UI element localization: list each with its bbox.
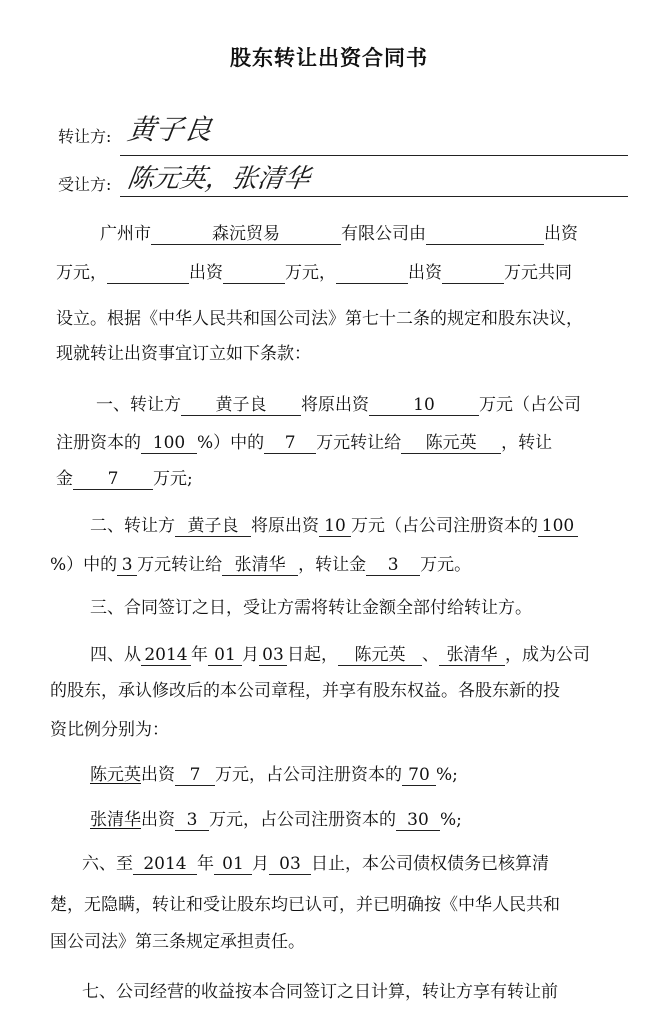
- intro-text: 万元，: [56, 263, 107, 283]
- clause-text: 、: [422, 645, 439, 665]
- clause-text: 一、转让方: [96, 395, 181, 415]
- clause-text: 万元（占公司注册资本的: [351, 516, 538, 536]
- clause-1-line-3: [56, 467, 658, 491]
- clause-text: %）中的: [197, 433, 265, 453]
- clause-4-line-1: [90, 643, 658, 667]
- share-text: 出资: [141, 765, 175, 785]
- clause-text: 万元（占公司: [479, 395, 581, 415]
- clause-text: 将原出资: [251, 516, 319, 536]
- clause-4-line-3: 资比例分别为：: [50, 720, 169, 740]
- clause-text: 注册资本的: [56, 433, 141, 453]
- clause-4-line-2: 的股东，承认修改后的本公司章程，并享有股东权益。各股东新的投: [50, 681, 560, 701]
- transferor-signature: 黄子良: [125, 113, 215, 146]
- clause-text: ，转让: [501, 433, 553, 453]
- clause-text: 月: [252, 854, 269, 874]
- clause-4-shareholder-2: 张清华: [439, 645, 505, 666]
- clause-2-percent: 100: [538, 516, 578, 537]
- clause-1-line-2: [56, 431, 658, 455]
- clause-text: 日起，: [287, 645, 338, 665]
- share-2-name: 张清华: [90, 810, 141, 830]
- transferor-label: 转让方:: [58, 127, 112, 146]
- document-title: 股东转让出资合同书: [230, 46, 428, 70]
- clause-2-recipient: 张清华: [222, 555, 298, 576]
- blank-field: [442, 263, 504, 284]
- share-text: 万元，占公司注册资本的: [215, 765, 402, 785]
- clause-1-fee: 7: [73, 469, 153, 490]
- intro-text: 广州市: [100, 224, 151, 244]
- blank-field: [107, 263, 189, 284]
- intro-text: 万元，: [285, 263, 336, 283]
- clause-1-line-1: [96, 393, 658, 417]
- intro-text: 有限公司由: [341, 224, 426, 244]
- transferor-line: [120, 155, 628, 156]
- clause-1-portion: 7: [264, 433, 316, 454]
- share-1-amount: 7: [175, 765, 215, 786]
- clause-1-transferor: 黄子良: [181, 395, 301, 416]
- clause-2-amount: 10: [319, 516, 351, 537]
- clause-1-amount: 10: [369, 395, 479, 416]
- intro-line-4: 现就转让出资事宜订立如下条款：: [56, 344, 311, 364]
- share-2-percent: 30: [396, 810, 440, 831]
- clause-6-day: 03: [269, 854, 311, 875]
- clause-text: 金: [56, 469, 73, 489]
- clause-6-line-2: 楚，无隐瞒，转让和受让股东均已认可，并已明确按《中华人民共和: [50, 895, 560, 915]
- intro-text: 出资: [544, 224, 578, 244]
- clause-text: 年: [191, 645, 208, 665]
- share-text: %;: [436, 765, 458, 785]
- clause-4-month: 01: [208, 645, 242, 666]
- clause-text: 日止，本公司债权债务已核算清: [311, 854, 549, 874]
- clause-4-day: 03: [259, 645, 287, 666]
- share-text: 万元，占公司注册资本的: [209, 810, 396, 830]
- clause-2-transferor: 黄子良: [175, 516, 251, 537]
- clause-1-percent: 100: [141, 433, 197, 454]
- clause-4-year: 2014: [141, 645, 191, 666]
- blank-field: [426, 224, 544, 245]
- transferee-label: 受让方:: [58, 175, 112, 194]
- clause-text: 万元。: [420, 555, 472, 575]
- company-name: 森沅贸易: [151, 224, 341, 245]
- intro-text: 出资: [408, 263, 442, 283]
- clause-1-recipient: 陈元英: [401, 433, 501, 454]
- clause-text: 月: [242, 645, 259, 665]
- transferee-signature: 陈元英，张清华: [125, 164, 312, 194]
- clause-2-fee: 3: [366, 555, 420, 576]
- intro-line-1: [100, 222, 640, 246]
- intro-line-3: 设立。根据《中华人民共和国公司法》第七十二条的规定和股东决议，: [56, 309, 583, 329]
- share-1-percent: 70: [402, 765, 436, 786]
- clause-6-month: 01: [214, 854, 252, 875]
- clause-6-line-3: 国公司法》第三条规定承担责任。: [50, 932, 305, 952]
- clause-text: 二、转让方: [90, 516, 175, 536]
- transferee-line: [120, 196, 628, 197]
- clause-text: 四、从: [90, 645, 141, 665]
- clause-6-year: 2014: [133, 854, 197, 875]
- clause-4-shareholder-1: 陈元英: [338, 645, 422, 666]
- share-2-amount: 3: [175, 810, 209, 831]
- clause-text: 将原出资: [301, 395, 369, 415]
- share-line-2: [90, 808, 658, 832]
- clause-6-line-1: [82, 852, 658, 876]
- share-1-name: 陈元英: [90, 765, 141, 785]
- intro-line-2: [56, 261, 646, 285]
- clause-text: %）中的: [50, 555, 118, 575]
- clause-text: ，转让金: [298, 555, 367, 575]
- intro-text: 出资: [189, 263, 223, 283]
- clause-3-line: 三、合同签订之日，受让方需将转让金额全部付给转让方。: [90, 598, 532, 618]
- clause-7-line: 七、公司经营的收益按本合同签订之日计算，转让方享有转让前: [82, 982, 558, 1002]
- blank-field: [336, 263, 408, 284]
- share-text: %;: [440, 810, 462, 830]
- intro-text: 万元共同: [504, 263, 572, 283]
- share-text: 出资: [141, 810, 175, 830]
- clause-text: ，成为公司: [505, 645, 590, 665]
- clause-text: 年: [197, 854, 214, 874]
- clause-2-line-1: [90, 514, 658, 538]
- share-line-1: [90, 763, 658, 787]
- clause-text: 万元;: [153, 469, 193, 489]
- clause-text: 万元转让给: [137, 555, 223, 575]
- blank-field: [223, 263, 285, 284]
- clause-2-portion: 3: [117, 555, 137, 576]
- clause-text: 六、至: [82, 854, 133, 874]
- clause-text: 万元转让给: [316, 433, 402, 453]
- clause-2-line-2: [50, 553, 658, 577]
